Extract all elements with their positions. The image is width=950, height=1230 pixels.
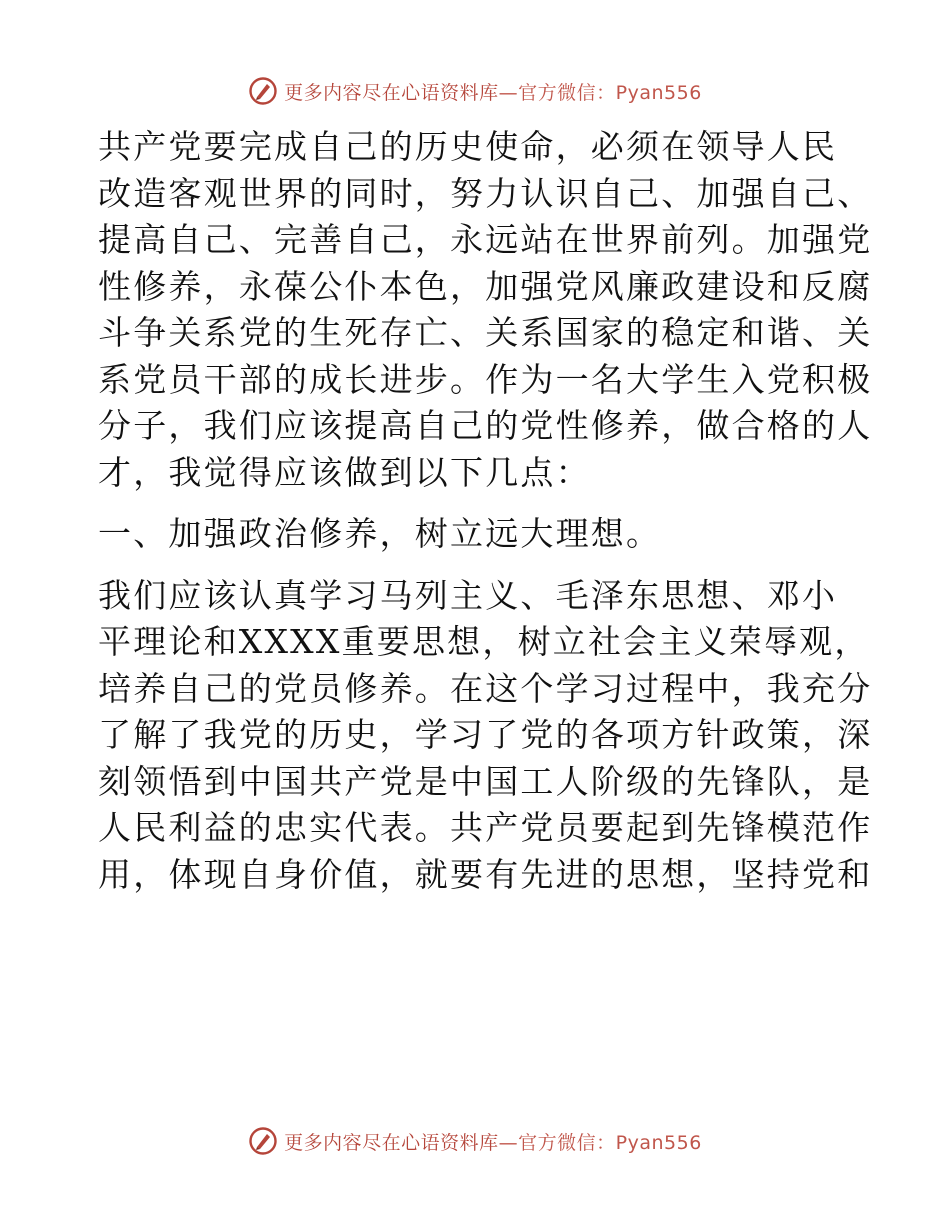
text-line: 分子，我们应该提高自己的党性修养，做合格的人: [98, 406, 873, 445]
pen-circle-icon: [248, 76, 278, 106]
watermark-main-text: 更多内容尽在心语资料库: [284, 81, 499, 104]
document-body: [98, 124, 873, 898]
paragraph-gap: [98, 496, 858, 511]
text-line: 共产党要完成自己的历史使命，必须在领导人民: [98, 127, 838, 166]
watermark-contact-text: —官方微信：Pyan556: [498, 1131, 702, 1154]
text-line: 才，我觉得应该做到以下几点：: [98, 452, 591, 492]
text-line: 用，体现自身价值，就要有先进的思想，坚持党和: [98, 854, 873, 894]
text-line: 我们应该认真学习马列主义、毛泽东思想、邓小: [98, 575, 838, 615]
text-line: 人民利益的忠实代表。共产党员要起到先锋模范作: [98, 808, 873, 847]
text-line: 改造客观世界的同时，努力认识自己、加强自己、: [98, 173, 873, 213]
text-line: 提高自己、完善自己，永远站在世界前列。加强党: [98, 220, 873, 259]
watermark-main-text: 更多内容尽在心语资料库: [284, 1131, 499, 1154]
text-line: 培养自己的党员修养。在这个学习过程中，我充分: [98, 668, 873, 708]
text-line: 刻领悟到中国共产党是中国工人阶级的先锋队，是: [98, 761, 873, 801]
text-line: 平理论和XXXX重要思想，树立社会主义荣辱观，: [98, 622, 870, 661]
text-line: 斗争关系党的生死存亡、关系国家的稳定和谐、关: [98, 313, 873, 352]
paragraph-intro: [98, 124, 873, 496]
footer-watermark: [0, 1121, 950, 1161]
text-line: 系党员干部的成长进步。作为一名大学生入党积极: [98, 359, 873, 399]
paragraph-gap: [98, 558, 858, 573]
paragraph-body: [98, 573, 873, 899]
heading-line: 一、加强政治修养，树立远大理想。: [98, 514, 662, 553]
pen-circle-icon: [248, 1126, 278, 1156]
text-line: 了解了我党的历史，学习了党的各项方针政策，深: [98, 715, 873, 754]
watermark-contact-text: —官方微信：Pyan556: [498, 81, 702, 104]
header-watermark: [0, 71, 950, 111]
section-heading: [98, 511, 858, 558]
text-line: 性修养，永葆公仆本色，加强党风廉政建设和反腐: [98, 266, 873, 306]
